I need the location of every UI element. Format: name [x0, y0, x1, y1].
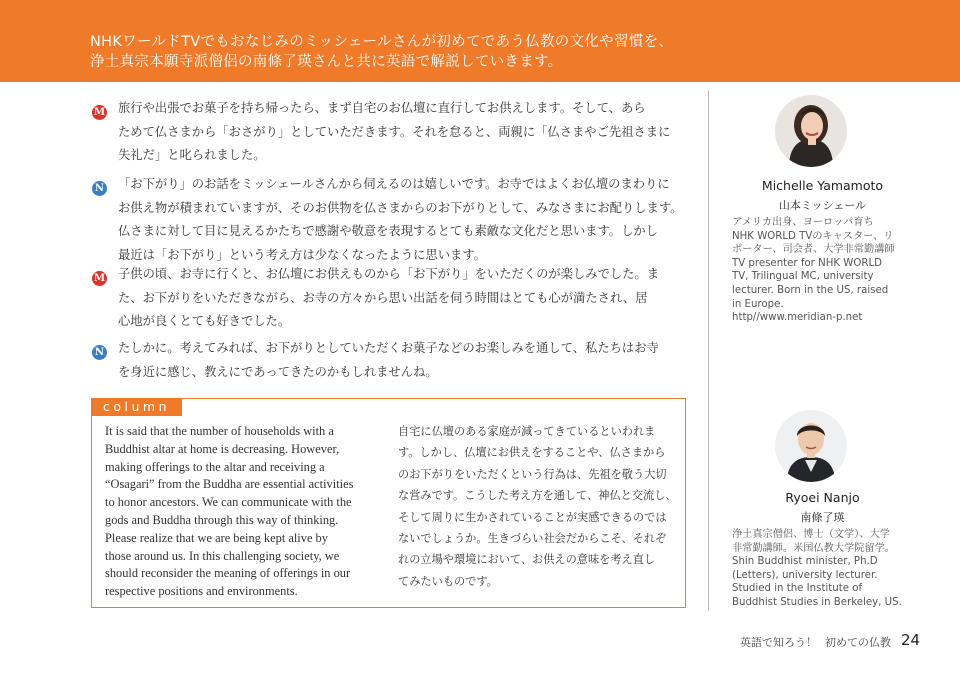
bio-line[interactable]: http//www.meridian-p.net: [732, 312, 863, 324]
column-japanese-line: 自宅に仏壇のある家庭が減ってきているといわれま: [398, 425, 656, 438]
profile-bio-ryoei: [732, 528, 902, 610]
speaker-m-icon: M: [93, 107, 106, 118]
column-english-line: those around us. In this challenging society, we: [105, 548, 340, 563]
bio-line: NHK WORLD TVのキャスター、リ: [732, 230, 894, 242]
column-japanese-line: てみたいものです。: [398, 574, 498, 588]
profile-name-ryoei: Ryoei Nanjo: [785, 490, 860, 505]
bio-line: in Europe.: [732, 298, 784, 310]
column-english-line: Please realize that we are being kept alive by: [105, 530, 328, 545]
bio-line: (Letters), university lecturer.: [732, 569, 878, 581]
dialogue-line: お供え物が積まれていますが、そのお供物を仏さまからのお下がりとして、みなさまにお配りします。: [118, 200, 683, 215]
speaker-m-icon: M: [93, 273, 106, 284]
bio-line: 浄土真宗僧侶、博士（文学）、大学: [732, 529, 890, 540]
avatar-ryoei: [775, 410, 847, 482]
column-label: column: [91, 398, 182, 416]
dialogue-line: ためて仏さまから「おさがり」としていただきます。それを怠ると、両親に「仏さまやご先祖さまに: [118, 124, 671, 139]
column-japanese-line: のお下がりをいただくという行為は、先祖を敬う大切: [398, 467, 667, 481]
dialogue-text: [118, 263, 690, 334]
column-english-line: to honor ancestors. We can communicate with the: [105, 495, 352, 510]
page-number: 24: [901, 631, 921, 649]
header-banner: [0, 0, 960, 82]
profile-jpname-ryoei: 南條了瑛: [800, 511, 845, 524]
avatar-michelle: [775, 95, 847, 167]
column-english-line: making offerings to the altar and receiving a: [105, 459, 325, 474]
column-english-text: [105, 423, 383, 601]
column-box: [91, 398, 686, 608]
dialogue-line: 仏さまに対して目に見えるかたちで感謝や敬意を表現するとても素敵な文化だと思います。しかし: [118, 224, 658, 238]
speaker-n-icon: N: [92, 345, 107, 360]
column-english-line: respective positions and environments.: [105, 584, 298, 599]
bio-line: ポーター、司会者、大学非常勤講師: [732, 244, 895, 256]
column-english-line: “Osagari” from the Buddha are essential activities: [105, 477, 354, 492]
dialogue-text: [118, 97, 690, 168]
bio-line: Buddhist Studies in Berkeley, US.: [732, 596, 902, 608]
bio-line: TV presenter for NHK WORLD: [732, 257, 882, 269]
column-japanese-line: す。しかし、仏壇にお供えをすることや、仏さまから: [398, 446, 666, 460]
page-footer: [740, 634, 891, 650]
bio-line: Studied in the Institute of: [732, 583, 863, 595]
profile-name-michelle: Michelle Yamamoto: [761, 178, 884, 193]
dialogue-line: 最近は「お下がり」という考え方は少なくなったように思います。: [118, 247, 486, 262]
column-japanese-line: れの立場や環境において、お供えの意味を考え直し: [398, 553, 656, 567]
dialogue-line: 旅行や出張でお菓子を持ち帰ったら、まず自宅のお仏壇に直行してお供えします。そして、あら: [118, 101, 646, 115]
header-line-1: NHKワールドTVでもおなじみのミッシェールさんが初めてであう仏教の文化や習慣を、: [90, 34, 674, 50]
bio-line: Shin Buddhist minister, Ph.D: [732, 556, 878, 568]
dialogue-text: [118, 173, 690, 267]
dialogue-line: 子供の頃、お寺に行くと、お仏壇にお供えものから「お下がり」をいただくのが楽しみでした。ま: [118, 267, 660, 281]
header-line-2: 浄土真宗本願寺派僧侶の南條了瑛さんと共に英語で解説していきます。: [90, 54, 563, 70]
column-english-line: It is said that the number of households with a: [105, 424, 334, 438]
dialogue-line: 失礼だ」と叱られました。: [118, 148, 266, 162]
column-english-line: gods and Buddha through this way of thinking.: [105, 512, 339, 527]
dialogue-line: を身近に感じ、教えにであってきたのかもしれませんね。: [118, 364, 438, 379]
bio-line: 非常勤講師。米国仏教大学院留学。: [732, 542, 895, 554]
bio-line: アメリカ出身、ヨーロッパ育ち: [732, 217, 874, 228]
column-japanese-text: [398, 421, 676, 592]
footer-series-title: 英語で知ろう！: [740, 636, 817, 649]
dialogue-line: 「お下がり」のお話をミッシェールさんから伺えるのは嬉しいです。お寺ではよくお仏壇のまわりに: [118, 177, 670, 191]
speaker-n-icon: N: [92, 181, 107, 196]
column-japanese-line: ないでしょうか。生きづらい社会だからこそ、それぞ: [398, 532, 667, 546]
profile-jpname-michelle: 山本ミッシェール: [778, 199, 867, 212]
header-intro: [90, 32, 673, 72]
bio-line: TV, Trilingual MC, university: [732, 271, 874, 283]
column-english-line: Buddhist altar at home is decreasing. However,: [105, 441, 340, 456]
dialogue-line: たしかに。考えてみれば、お下がりとしていただくお菓子などのお楽しみを通して、私たちはお寺: [118, 341, 659, 355]
column-divider: [708, 91, 709, 611]
dialogue-line: た、お下がりをいただきながら、お寺の方々から思い出話を伺う時間はとても心が満たされ、居: [118, 290, 648, 305]
column-japanese-line: な営みです。こうした考え方を通して、神仏と交流し、: [398, 489, 677, 503]
footer-book-title: 初めての仏教: [825, 636, 891, 649]
dialogue-line: 心地が良くとても好きでした。: [118, 314, 291, 328]
profile-bio-michelle: [732, 216, 902, 325]
bio-line: lecturer. Born in the US, raised: [732, 284, 889, 296]
column-japanese-line: そして周りに生かされていることが実感できるのでは: [398, 510, 667, 524]
dialogue-text: [118, 337, 690, 384]
column-english-line: should reconsider the meaning of offerings in our: [105, 566, 351, 581]
